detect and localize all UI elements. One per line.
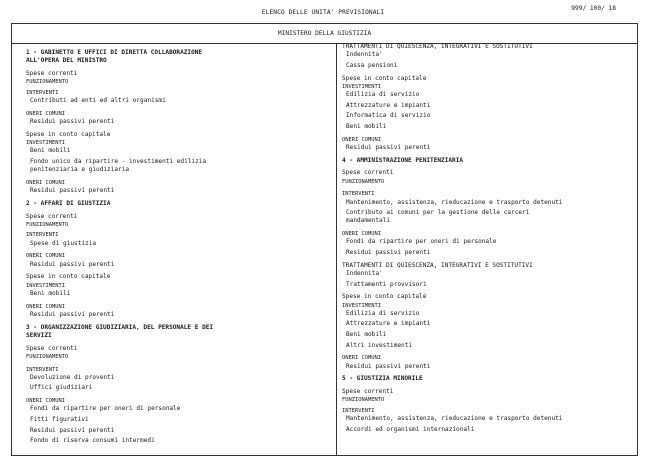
left-line: SERVIZI <box>26 331 52 339</box>
left-line: Uffici giudiziari <box>30 384 93 392</box>
left-line: Spese in conto capitale <box>26 130 111 138</box>
right-line: Beni mobili <box>346 330 387 338</box>
right-line: Spese in conto capitale <box>342 74 427 82</box>
left-line: FUNZIONAMENTO <box>26 79 69 86</box>
document-code: 999/ 100/ 18 <box>571 5 616 12</box>
right-line: INVESTIMENTI <box>342 302 381 309</box>
right-line: Altri investimenti <box>346 341 413 349</box>
left-line: Spese in conto capitale <box>26 273 111 281</box>
left-column <box>26 49 332 445</box>
document-frame <box>11 23 638 456</box>
column-divider <box>336 44 337 455</box>
right-line: Beni mobili <box>346 122 387 130</box>
right-line: mandamentali <box>346 217 391 225</box>
right-line: 4 - AMMINISTRAZIONE PENITENZIARIA <box>342 156 464 164</box>
left-line: Residui passivi perenti <box>30 118 115 125</box>
right-line: 5 - GIUSTIZIA MINORILE <box>342 375 423 383</box>
right-line: Mantenimento, assistenza, rieducazione e trasporto detenuti <box>346 198 563 206</box>
right-line: Edilizia di servizio <box>346 309 420 317</box>
right-line: Mantenimento, assistenza, rieducazione e trasporto detenuti <box>346 415 563 423</box>
right-line: ONERI COMUNI <box>342 231 381 238</box>
right-line: Residui passivi perenti <box>346 248 431 256</box>
left-line: ONERI COMUNI <box>26 179 65 186</box>
right-line: FUNZIONAMENTO <box>342 178 385 185</box>
ministry-heading: MINISTERO DELLA GIUSTIZIA <box>12 24 637 44</box>
left-line: ONERI COMUNI <box>26 303 65 310</box>
right-line: Residui passivi perenti <box>346 143 431 151</box>
columns-area <box>12 44 637 455</box>
right-line: Attrezzature e impianti <box>346 320 431 328</box>
left-line: Devoluzione di proventi <box>30 373 115 381</box>
left-line: Residui passivi perenti <box>30 310 115 318</box>
left-line: Beni mobili <box>30 147 71 155</box>
left-line: ONERI COMUNI <box>26 253 65 260</box>
left-line: FUNZIONAMENTO <box>26 353 69 360</box>
left-line: penitenziaria e giudiziaria <box>30 166 130 173</box>
left-line: INTERVENTI <box>26 89 59 96</box>
right-line: INVESTIMENTI <box>342 83 381 90</box>
left-line: INVESTIMENTI <box>26 282 65 289</box>
left-line: Beni mobili <box>30 289 71 297</box>
right-line: Informatica di servizio <box>346 112 431 120</box>
right-line: TRATTAMENTI DI QUIESCENZA, INTEGRATIVI E SOSTITUTIVI <box>342 261 533 269</box>
left-line: FUNZIONAMENTO <box>26 221 69 228</box>
right-line: Spese correnti <box>342 388 394 396</box>
left-line: Fondi da ripartire per oneri di personale <box>30 405 181 413</box>
right-line: Spese correnti <box>342 169 394 177</box>
left-line: Residui passivi perenti <box>30 260 115 268</box>
left-line: 1 - GABINETTO E UFFICI DI DIRETTA COLLABORAZIONE <box>26 49 203 56</box>
right-column <box>342 43 634 434</box>
right-line: TRATTAMENTI DI QUIESCENZA, INTEGRATIVI E SOSTITUTIVI <box>342 43 533 50</box>
right-line: Contributo ai comuni per la gestione delle carceri <box>346 209 530 217</box>
right-line: Edilizia di servizio <box>346 91 420 98</box>
right-line: Attrezzature e impianti <box>346 101 431 109</box>
left-line: Residui passivi perenti <box>30 187 115 194</box>
right-line: Residui passivi perenti <box>346 362 431 370</box>
left-line: ONERI COMUNI <box>26 110 65 117</box>
left-line: Spese correnti <box>26 212 78 220</box>
left-line: Fondo di riserva consumi intermedi <box>30 437 155 445</box>
right-line: Indennita' <box>346 269 383 277</box>
left-line: 3 - ORGANIZZAZIONE GIUDIZIARIA, DEL PERSONALE E DEI <box>26 323 214 331</box>
document-title: ELENCO DELLE UNITA' PREVISIONALI <box>261 9 385 16</box>
left-line: Fitti figurativi <box>30 415 89 423</box>
left-line: Fondo unico da ripartire - investimenti edilizia <box>30 157 207 165</box>
left-line: Residui passivi perenti <box>30 426 115 434</box>
left-line: INTERVENTI <box>26 232 59 239</box>
right-line: INTERVENTI <box>342 407 375 414</box>
left-line: Contributi ad enti ed altri organismi <box>30 97 166 104</box>
left-line: 2 - AFFARI DI GIUSTIZIA <box>26 199 111 207</box>
right-line: Trattamenti provvisori <box>346 280 427 288</box>
right-line: ONERI COMUNI <box>342 355 381 362</box>
left-line: INTERVENTI <box>26 366 59 373</box>
right-line: FUNZIONAMENTO <box>342 397 385 404</box>
left-line: Spese di giustizia <box>30 239 97 247</box>
right-line: INTERVENTI <box>342 191 375 198</box>
right-line: ONERI COMUNI <box>342 136 381 143</box>
right-line: Cassa pensioni <box>346 61 398 69</box>
right-line: Spese in conto capitale <box>342 293 427 301</box>
left-line: INVESTIMENTI <box>26 140 65 146</box>
left-line: ALL'OPERA DEL MINISTRO <box>26 57 107 65</box>
left-line: Spese correnti <box>26 344 78 352</box>
right-line: Indennita' <box>346 51 383 59</box>
left-line: Spese correnti <box>26 70 78 77</box>
left-line: ONERI COMUNI <box>26 398 65 405</box>
right-line: Accordi ed organismi internazionali <box>346 425 475 433</box>
right-line: Fondi da ripartire per oneri di personale <box>346 238 497 246</box>
